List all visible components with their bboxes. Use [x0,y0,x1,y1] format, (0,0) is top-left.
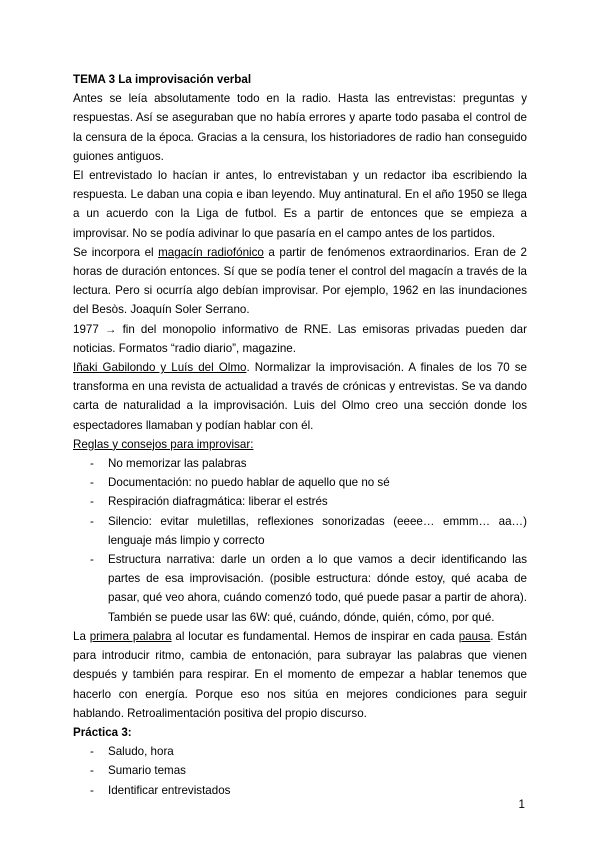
paragraph-magacin [73,243,527,320]
names-underlined: Iñaki Gabilondo y Luís del Olmo [73,361,247,375]
paragraph-radio-reading: Antes se leía absolutamente todo en la radio. Hasta las entrevistas: preguntas y respuestas. Así se aseguraban que no había errores y aparte todo pasaba el control de la censura de la época. Gracias a la censura, los historiadores de radio han conseguido guiones antiguos. [73,92,527,163]
p6-c: . Están para introducir ritmo, cambia de entonación, para subrayar las palabras que vienen después y también para respirar. En el momento de empezar a hablar tenemos que hacerlo con energía. Porque eso nos sitúa en mejores condiciones para seguir hablando. Retroalimentación positiva del propio discurso. [73,629,527,720]
paragraph-gabilondo-rest: . Normalizar la improvisación. A finales de los 70 se transforma en una revista de actualidad a través de crónicas y entrevistas. Se va dando carta de naturalidad a la improvisación. Luis del Olmo creo una sección donde los espectadores llamaban y podían hablar con él. [73,361,527,432]
document-body [73,70,527,800]
practice-list [73,742,527,800]
list-item: - Documentación: no puedo hablar de aquello que no sé [73,473,527,492]
paragraph-first-word [73,627,527,723]
rules-heading: Reglas y consejos para improvisar: [73,437,254,451]
paragraph-1977: 1977 → fin del monopolio informativo de RNE. Las emisoras privadas pueden dar noticias. Formatos “radio diario”, magazine. [73,322,527,355]
rules-list [73,454,527,627]
section-title: TEMA 3 La improvisación verbal [73,73,252,86]
p6-b: al locutar es fundamental. Hemos de inspirar en cada [171,629,459,643]
paragraph-interviews: El entrevistado lo hacían ir antes, lo entrevistaban y un redactor iba escribiendo la respuesta. Le daban una copia e iban leyendo. Muy antinatural. En el año 1950 se llega a un acuerdo con la Liga de futbol. Es a partir de entonces que se empieza a improvisar. No se podía adivinar lo que pasaría en el campo antes de los partidos. [73,169,527,240]
paragraph-magacin-pre: Se incorpora el [73,245,159,259]
list-item: - Sumario temas [73,761,527,780]
list-item: - Respiración diafragmática: liberar el estrés [73,492,527,511]
paragraph-gabilondo [73,358,527,435]
list-item: - Estructura narrativa: darle un orden a lo que vamos a decir identificando las partes de esa improvisación. (posible estructura: dónde estoy, qué acaba de pasar, qué veo ahora, cuándo comenzó todo, qué puede pasar a partir de ahora). También se puede usar las 6W: qué, cuándo, dónde, quién, cómo, por qué. [73,550,527,627]
list-item: - Saludo, hora [73,742,527,761]
practice-heading: Práctica 3: [73,725,132,739]
list-item: - Identificar entrevistados [73,781,527,800]
first-word-term: primera palabra [89,629,172,643]
p6-a: La [73,629,90,643]
page-number: 1 [518,798,525,811]
list-item: - Silencio: evitar muletillas, reflexiones sonorizadas (eeee… emmm… aa…) lenguaje más limpio y correcto [73,512,527,550]
magacin-term: magacín radiofónico [158,245,264,259]
pause-term: pausa [458,629,491,643]
list-item: - No memorizar las palabras [73,454,527,473]
paragraph-magacin-post: a partir de fenómenos extraordinarios. Eran de 2 horas de duración entonces. Sí que se podía tener el control del magacín a través de la lectura. Pero si ocurría algo debían improvisar. Por ejemplo, 1962 en las inundaciones del Besòs. Joaquín Soler Serrano. [73,245,527,317]
